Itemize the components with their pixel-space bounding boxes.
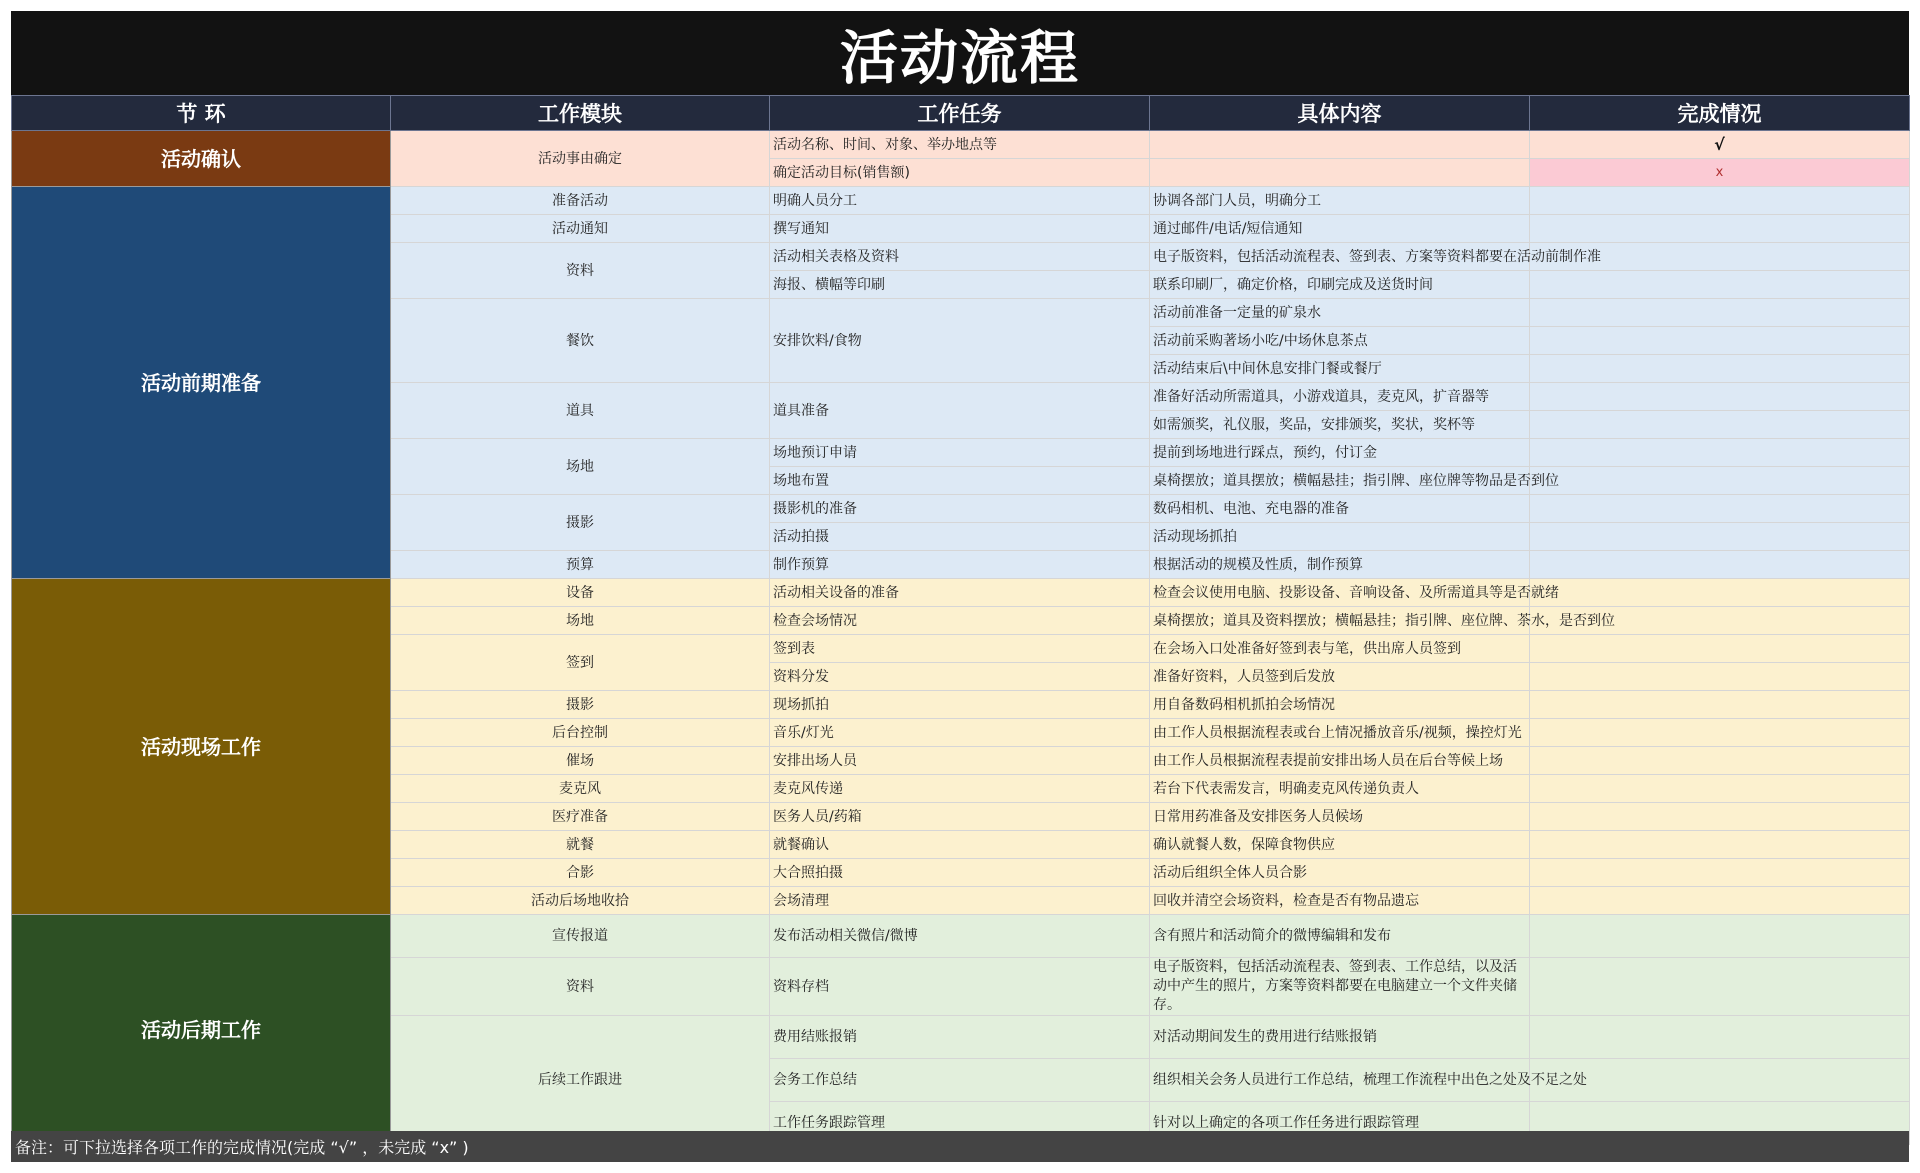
task-cell: 活动名称、时间、对象、举办地点等 (770, 131, 1150, 159)
content-cell: 活动前采购著场小吃/中场休息茶点 (1150, 327, 1530, 355)
stage-cell: 活动后期工作 (12, 915, 391, 1145)
activity-flow-sheet (11, 11, 1909, 1162)
content-cell: 组织相关会务人员进行工作总结，梳理工作流程中出色之处及不足之处 (1150, 1059, 1530, 1102)
task-cell: 海报、横幅等印刷 (770, 271, 1150, 299)
module-cell: 餐饮 (391, 299, 770, 383)
content-cell: 用自备数码相机抓拍会场情况 (1150, 691, 1530, 719)
status-cell[interactable] (1530, 831, 1910, 859)
module-cell: 设备 (391, 579, 770, 607)
content-cell: 活动前准备一定量的矿泉水 (1150, 299, 1530, 327)
sheet-title: 活动流程 (11, 11, 1909, 95)
flow-table (11, 95, 1910, 1145)
task-cell: 会场清理 (770, 887, 1150, 915)
module-cell: 资料 (391, 243, 770, 299)
content-cell: 回收并清空会场资料，检查是否有物品遗忘 (1150, 887, 1530, 915)
status-cell[interactable] (1530, 187, 1910, 215)
status-cell[interactable]: x (1530, 159, 1910, 187)
module-cell: 资料 (391, 958, 770, 1016)
task-cell: 场地预订申请 (770, 439, 1150, 467)
content-cell: 由工作人员根据流程表或台上情况播放音乐/视频，操控灯光 (1150, 719, 1530, 747)
content-cell: 准备好资料，人员签到后发放 (1150, 663, 1530, 691)
task-cell: 明确人员分工 (770, 187, 1150, 215)
task-cell: 医务人员/药箱 (770, 803, 1150, 831)
task-cell: 费用结账报销 (770, 1016, 1150, 1059)
status-cell[interactable] (1530, 523, 1910, 551)
table-row (12, 187, 1910, 215)
status-cell[interactable]: √ (1530, 131, 1910, 159)
task-cell: 资料分发 (770, 663, 1150, 691)
module-cell: 预算 (391, 551, 770, 579)
table-row (12, 915, 1910, 958)
module-cell: 催场 (391, 747, 770, 775)
task-cell: 资料存档 (770, 958, 1150, 1016)
task-cell: 签到表 (770, 635, 1150, 663)
status-cell[interactable] (1530, 1016, 1910, 1059)
module-cell: 签到 (391, 635, 770, 691)
task-cell: 安排出场人员 (770, 747, 1150, 775)
content-cell: 联系印刷厂，确定价格，印刷完成及送货时间 (1150, 271, 1530, 299)
status-cell[interactable] (1530, 495, 1910, 523)
table-row (12, 579, 1910, 607)
status-cell[interactable] (1530, 915, 1910, 958)
content-cell: 由工作人员根据流程表提前安排出场人员在后台等候上场 (1150, 747, 1530, 775)
content-cell: 通过邮件/电话/短信通知 (1150, 215, 1530, 243)
status-cell[interactable] (1530, 383, 1910, 411)
status-cell[interactable] (1530, 775, 1910, 803)
task-cell: 会务工作总结 (770, 1059, 1150, 1102)
content-cell: 活动结束后\中间休息安排门餐或餐厅 (1150, 355, 1530, 383)
content-cell: 协调各部门人员，明确分工 (1150, 187, 1530, 215)
content-cell: 在会场入口处准备好签到表与笔，供出席人员签到 (1150, 635, 1530, 663)
task-cell: 就餐确认 (770, 831, 1150, 859)
content-cell (1150, 131, 1530, 159)
module-cell: 摄影 (391, 691, 770, 719)
status-cell[interactable] (1530, 271, 1910, 299)
module-cell: 合影 (391, 859, 770, 887)
header-status: 完成情况 (1530, 96, 1910, 131)
task-cell: 活动相关表格及资料 (770, 243, 1150, 271)
content-cell: 桌椅摆放；道具及资料摆放；横幅悬挂；指引牌、座位牌、茶水，是否到位 (1150, 607, 1530, 635)
stage-cell: 活动确认 (12, 131, 391, 187)
status-cell[interactable] (1530, 747, 1910, 775)
task-cell: 音乐/灯光 (770, 719, 1150, 747)
content-cell: 确认就餐人数，保障食物供应 (1150, 831, 1530, 859)
task-cell: 工作任务跟踪管理 (770, 1102, 1150, 1145)
module-cell: 活动事由确定 (391, 131, 770, 187)
module-cell: 活动后场地收拾 (391, 887, 770, 915)
content-cell: 根据活动的规模及性质，制作预算 (1150, 551, 1530, 579)
task-cell: 撰写通知 (770, 215, 1150, 243)
status-cell[interactable] (1530, 887, 1910, 915)
task-cell: 现场抓拍 (770, 691, 1150, 719)
status-cell[interactable] (1530, 958, 1910, 1016)
status-cell[interactable] (1530, 355, 1910, 383)
stage-cell: 活动前期准备 (12, 187, 391, 579)
content-cell: 针对以上确定的各项工作任务进行跟踪管理 (1150, 1102, 1530, 1145)
task-cell: 检查会场情况 (770, 607, 1150, 635)
status-cell[interactable] (1530, 439, 1910, 467)
table-row (12, 131, 1910, 159)
content-cell (1150, 159, 1530, 187)
task-cell: 场地布置 (770, 467, 1150, 495)
task-cell: 大合照拍摄 (770, 859, 1150, 887)
module-cell: 医疗准备 (391, 803, 770, 831)
content-cell: 检查会议使用电脑、投影设备、音响设备、及所需道具等是否就绪 (1150, 579, 1530, 607)
header-task: 工作任务 (770, 96, 1150, 131)
status-cell[interactable] (1530, 859, 1910, 887)
module-cell: 准备活动 (391, 187, 770, 215)
content-cell: 电子版资料，包括活动流程表、签到表、工作总结，以及活动中产生的照片，方案等资料都要在电脑建立一个文件夹储存。 (1150, 958, 1530, 1016)
task-cell: 确定活动目标(销售额) (770, 159, 1150, 187)
status-cell[interactable] (1530, 663, 1910, 691)
module-cell: 摄影 (391, 495, 770, 551)
note-bar: 备注：可下拉选择各项工作的完成情况(完成 “√” ，未完成 “x” ) (11, 1131, 1909, 1162)
module-cell: 道具 (391, 383, 770, 439)
status-cell[interactable] (1530, 803, 1910, 831)
task-cell: 安排饮料/食物 (770, 299, 1150, 383)
content-cell: 日常用药准备及安排医务人员候场 (1150, 803, 1530, 831)
task-cell: 发布活动相关微信/微博 (770, 915, 1150, 958)
content-cell: 活动现场抓拍 (1150, 523, 1530, 551)
module-cell: 场地 (391, 439, 770, 495)
content-cell: 准备好活动所需道具，小游戏道具，麦克风，扩音器等 (1150, 383, 1530, 411)
content-cell: 电子版资料，包括活动流程表、签到表、方案等资料都要在活动前制作准 (1150, 243, 1530, 271)
module-cell: 麦克风 (391, 775, 770, 803)
header-row (12, 96, 1910, 131)
header-module: 工作模块 (391, 96, 770, 131)
module-cell: 后台控制 (391, 719, 770, 747)
status-cell[interactable] (1530, 467, 1910, 495)
module-cell: 活动通知 (391, 215, 770, 243)
status-cell[interactable] (1530, 411, 1910, 439)
status-cell[interactable] (1530, 551, 1910, 579)
status-cell[interactable] (1530, 635, 1910, 663)
content-cell: 桌椅摆放；道具摆放；横幅悬挂；指引牌、座位牌等物品是否到位 (1150, 467, 1530, 495)
task-cell: 摄影机的准备 (770, 495, 1150, 523)
task-cell: 活动拍摄 (770, 523, 1150, 551)
module-cell: 后续工作跟进 (391, 1016, 770, 1145)
task-cell: 制作预算 (770, 551, 1150, 579)
content-cell: 若台下代表需发言，明确麦克风传递负责人 (1150, 775, 1530, 803)
status-cell[interactable] (1530, 327, 1910, 355)
content-cell: 活动后组织全体人员合影 (1150, 859, 1530, 887)
header-stage: 节 环 (12, 96, 391, 131)
content-cell: 如需颁奖，礼仪服，奖品，安排颁奖，奖状，奖杯等 (1150, 411, 1530, 439)
task-cell: 活动相关设备的准备 (770, 579, 1150, 607)
module-cell: 就餐 (391, 831, 770, 859)
content-cell: 含有照片和活动简介的微博编辑和发布 (1150, 915, 1530, 958)
task-cell: 麦克风传递 (770, 775, 1150, 803)
content-cell: 数码相机、电池、充电器的准备 (1150, 495, 1530, 523)
content-cell: 提前到场地进行踩点，预约，付订金 (1150, 439, 1530, 467)
status-cell[interactable] (1530, 719, 1910, 747)
module-cell: 宣传报道 (391, 915, 770, 958)
status-cell[interactable] (1530, 691, 1910, 719)
module-cell: 场地 (391, 607, 770, 635)
status-cell[interactable] (1530, 579, 1910, 607)
status-cell[interactable] (1530, 215, 1910, 243)
flow-body (12, 131, 1910, 1145)
task-cell: 道具准备 (770, 383, 1150, 439)
stage-cell: 活动现场工作 (12, 579, 391, 915)
header-content: 具体内容 (1150, 96, 1530, 131)
status-cell[interactable] (1530, 299, 1910, 327)
content-cell: 对活动期间发生的费用进行结账报销 (1150, 1016, 1530, 1059)
